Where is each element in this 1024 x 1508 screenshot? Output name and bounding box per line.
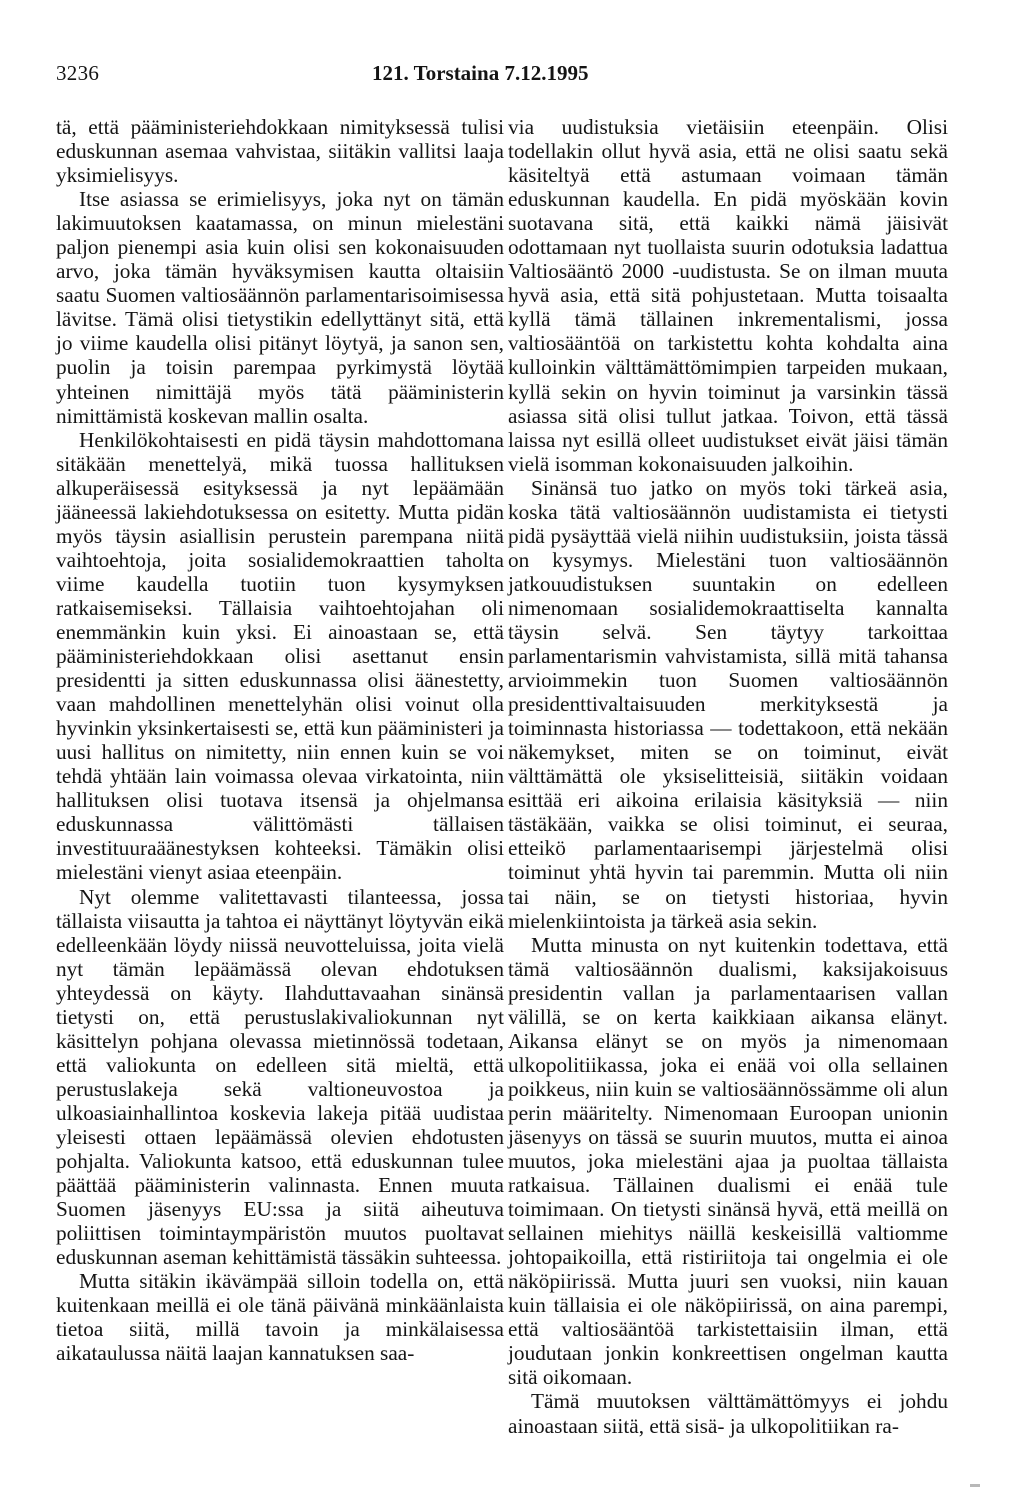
paragraph: via uudistuksia vietäisiin eteenpäin. Olisi todellakin ollut hyvä asia, että ne olisi saatu sekä käsiteltyä että astumaan voimaan tämän eduskunnan kaudella. En pidä myöskään kovin suotavana sitä, että kaikki nämä jäisivät odottamaan nyt tuollaista suurin odotuksia ladattua Valtiosääntö 2000 -uudistusta. Se on ilman muuta hyvä asia, että sitä pohjustetaan. Mutta toisaalta kyllä tämä tällainen inkrementalismi, jossa valtiosääntöä on tarkistettu kohta kohdalta aina kulloinkin välttämättömimpien tarpeiden mukaan, kyllä sekin on hyvin toiminut ja varsinkin tässä asiassa sitä olisi tullut jatkaa. Toivon, että tässä laissa nyt esillä olleet uudistukset eivät jäisi tämän vielä isomman kokonaisuuden jalkoihin. (508, 115, 948, 476)
paragraph: Henkilökohtaisesti en pidä täysin mahdottomana sitäkään menettelyä, mikä tuossa hallituksen alkuperäisessä esityksessä ja nyt lepäämään jääneessä lakiehdotuksessa on esitetty. Mutta pidän myös täysin asiallisin perustein parempana niitä vaihtoehtoja, joita sosialidemokraattien taholta viime kaudella tuotiin tuon kysymyksen ratkaisemiseksi. Tällaisia vaihtoehtojahan oli enemmänkin kuin yksi. Ei ainoastaan se, että pääministeriehdokkaan olisi asettanut ensin presidentti ja sitten eduskunnassa olisi äänestetty, vaan mahdollinen menettelyhän olisi voinut olla hyvinkin yksinkertaisesti se, että kun pääministeri ja uusi hallitus on nimitetty, niin ennen kuin se voi tehdä yhtään lain voimassa olevaa virkatointa, niin hallituksen olisi tuotava itsensä ja ohjelmansa eduskunnassa välittömästi tällaisen investituuraäänestyksen kohteeksi. Tämäkin olisi mielestäni vienyt asiaa eteenpäin. (56, 427, 504, 885)
paragraph: Tämä muutoksen välttämättömyys ei johdu ainoastaan siitä, että sisä- ja ulkopolitiikan ra- (508, 1389, 948, 1438)
paragraph: Mutta sitäkin ikävämpää silloin todella on, että kuitenkaan meillä ei ole tänä päivänä minkäänlaista tietoa siitä, millä tavoin ja minkälaisessa aikataulussa näitä laajan kannatuksen saa- (56, 1269, 504, 1366)
paragraph: Mutta minusta on nyt kuitenkin todettava, että tämä valtiosäännön dualismi, kaksijakoisuus presidentin vallan ja parlamentaarisen vallan välillä, se on kerta kaikkiaan aikansa elänyt. Aikansa elänyt se on myös ja nimenomaan ulkopolitiikassa, joka ei enää voi olla sellainen poikkeus, niin kuin se valtiosäännössämme oli alun perin määritelty. Nimenomaan Euroopan unionin jäsenyys on tässä se suurin muutos, mutta ei ainoa muutos, joka mielestäni ajaa ja puoltaa tällaista ratkaisua. Tällainen dualismi ei enää tule toimimaan. On tietysti sinänsä hyvä, että meillä on sellainen miehitys näillä keskeisillä valtiomme johtopaikoilla, että ristiriitoja tai ongelmia ei ole näköpiirissä. Mutta juuri sen vuoksi, niin kauan kuin tällaisia ei ole näköpiirissä, on aina parempi, että valtiosääntöä tarkistettaisiin ilman, että joudutaan jonkin konkreettisen ongelman kautta sitä oikomaan. (508, 932, 948, 1390)
right-column (508, 115, 948, 1438)
page-number: 3236 (56, 61, 100, 85)
paragraph: Nyt olemme valitettavasti tilanteessa, jossa tällaista viisautta ja tahtoa ei näyttänyt löytyvän eikä edelleenkään löydy niissä neuvotteluissa, joita vielä nyt tämän lepäämässä olevan ehdotuksen yhteydessä on käyty. Ilahduttavaahan sinänsä tietysti on, että perustuslakivaliokunnan nyt käsittelyn pohjana olevassa mietinnössä todetaan, että valiokunta on edelleen sitä mieltä, että perustuslakeja sekä valtioneuvostoa ja ulkoasiainhallintoa koskevia lakeja pitää uudistaa yleisesti ottaen lepäämässä olevien ehdotusten pohjalta. Valiokunta katsoo, että eduskunnan tulee päättää pääministerin valinnasta. Ennen muuta Suomen jäsenyys EU:ssa ja siitä aiheutuva poliittisen toimintaympäristön muutos puoltavat eduskunnan aseman kehittämistä tässäkin suhteessa. (56, 884, 504, 1270)
paragraph: tä, että pääministeriehdokkaan nimityksessä tulisi eduskunnan asemaa vahvistaa, siitäkin vallitsi laaja yksimielisyys. (56, 115, 504, 188)
paragraph: Sinänsä tuo jatko on myös toki tärkeä asia, koska tätä valtiosäännön uudistamista ei tietysti pidä pysäyttää vielä niihin uudistuksiin, joista tässä on kysymys. Mielestäni tuon valtiosäännön jatkouudistuksen suuntakin on edelleen nimenomaan sosialidemokraattiselta kannalta täysin selvä. Sen täytyy tarkoittaa parlamentarismin vahvistamista, sillä mitä tahansa arvioimmekin tuon Suomen valtiosäännön presidenttivaltaisuuden merkityksestä ja toiminnasta historiassa — todettakoon, että nekään näkemykset, miten se on toiminut, eivät välttämättä ole yksiselitteisiä, siitäkin voidaan esittää eri aikoina erilaisia käsityksiä — niin tästäkään, vaikka se olisi toiminut, ei seuraa, etteikö parlamentaarisempi järjestelmä olisi toiminut yhtä hyvin tai paremmin. Mutta oli niin tai näin, se on tietysti historiaa, hyvin mielenkiintoista ja tärkeä asia sekin. (508, 475, 948, 933)
left-column (56, 115, 504, 1365)
scan-mark (970, 1484, 980, 1487)
running-head: 121. Torstaina 7.12.1995 (372, 61, 589, 85)
paragraph: Itse asiassa se erimielisyys, joka nyt on tämän lakimuutoksen kaatamassa, on minun mielestäni paljon pienempi asia kuin olisi sen kokonaisuuden arvo, joka tämän hyväksymisen kautta oltaisiin saatu Suomen valtiosäännön parlamentarisoimisessa lävitse. Tämä olisi tietystikin edellyttänyt sitä, että jo viime kaudella olisi pitänyt löytyä, ja sanon sen, puolin ja toisin parempaa pyrkimystä löytää yhteinen nimittäjä myös tätä pääministerin nimittämistä koskevan mallin osalta. (56, 187, 504, 428)
